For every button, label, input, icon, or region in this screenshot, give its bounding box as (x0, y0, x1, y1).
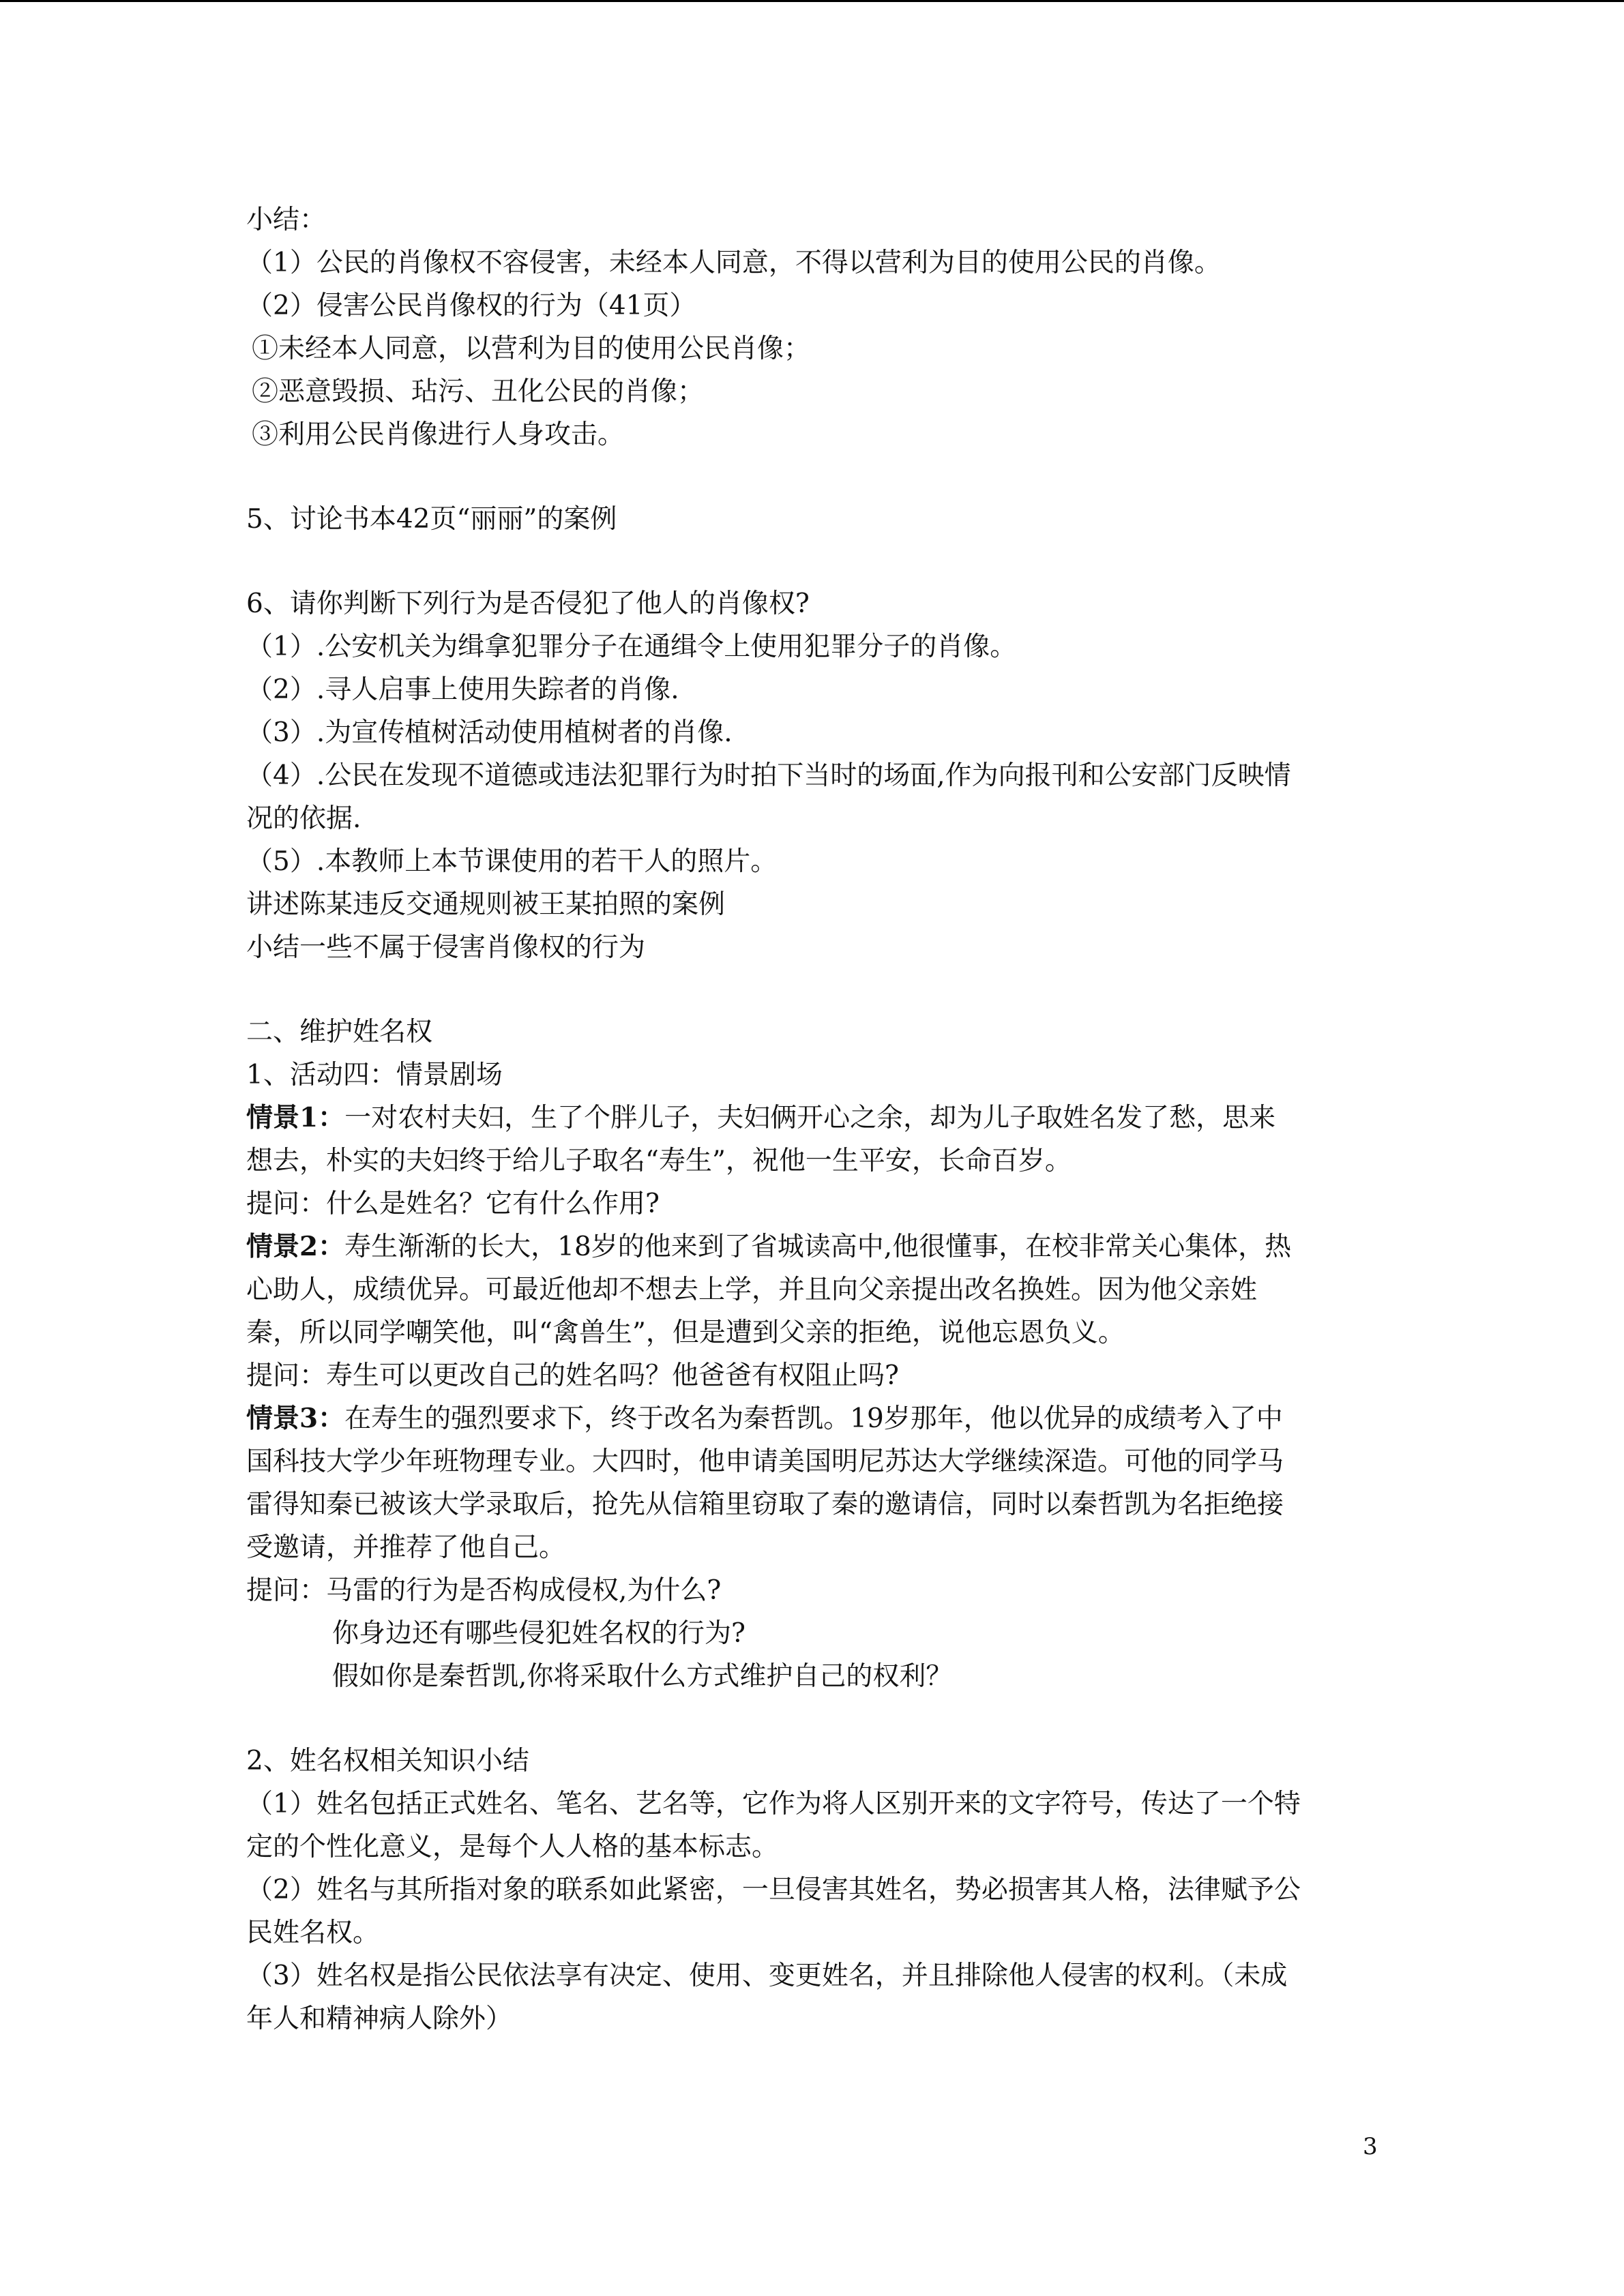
scenario-2-label: 情景2： (246, 1231, 345, 1262)
spacer (246, 969, 1378, 1011)
spacer (246, 456, 1378, 498)
section-2-heading: 二、维护姓名权 (246, 1017, 433, 1047)
top-border-line (0, 0, 1624, 2)
summary2-title: 2、姓名权相关知识小结 (246, 1746, 529, 1776)
summary1-point-1: （1）公民的肖像权不容侵害，未经本人同意，不得以营利为目的使用公民的肖像。 (246, 248, 1221, 278)
item-6-summary: 小结一些不属于侵害肖像权的行为 (246, 932, 646, 963)
item-6-question-1: （1）.公安机关为缉拿犯罪分子在通缉令上使用犯罪分子的肖像。 (246, 631, 1017, 662)
item-6-case: 讲述陈某违反交通规则被王某拍照的案例 (246, 889, 726, 920)
summary1-title: 小结： (246, 205, 327, 235)
scenario-3-text: 在寿生的强烈要求下，终于改名为秦哲凯。19岁那年，他以优异的成绩考入了中 (344, 1403, 1283, 1434)
scenario-2-line-1 (246, 1225, 1378, 1268)
summary2-point-2-line-2: 民姓名权。 (246, 1918, 380, 1948)
scenario-3-line-3: 雷得知秦已被该大学录取后，抢先从信箱里窃取了秦的邀请信，同时以秦哲凯为名拒绝接 (246, 1489, 1284, 1520)
scenario-3-question-2: 你身边还有哪些侵犯姓名权的行为? (332, 1618, 745, 1649)
summary2-point-1-line-2: 定的个性化意义，是每个人人格的基本标志。 (246, 1832, 779, 1862)
summary2-point-3-line-2: 年人和精神病人除外） (246, 2003, 513, 2034)
scenario-1-label: 情景1： (246, 1102, 345, 1133)
scenario-2-question: 提问：寿生可以更改自己的姓名吗？他爸爸有权阻止吗? (246, 1360, 899, 1391)
page-number: 3 (1363, 2133, 1378, 2160)
item-5-discussion: 5、讨论书本42页“丽丽”的案例 (246, 504, 617, 535)
activity-heading: 1、活动四：情景剧场 (246, 1060, 503, 1090)
scenario-3-question-1: 提问：马雷的行为是否构成侵权,为什么? (246, 1575, 722, 1606)
scenario-2-line-2: 心助人，成绩优异。可最近他却不想去上学，并且向父亲提出改名换姓。因为他父亲姓 (246, 1274, 1258, 1305)
summary1-item-3: ③利用公民肖像进行人身攻击。 (252, 419, 625, 450)
scenario-3-label: 情景3： (246, 1403, 345, 1434)
scenario-1-text: 一对农村夫妇，生了个胖儿子，夫妇俩开心之余，却为儿子取姓名发了愁，思来 (344, 1103, 1276, 1133)
item-6-question-4-line-2: 况的依据. (246, 803, 361, 834)
item-6-question-3: （3）.为宣传植树活动使用植树者的肖像. (246, 717, 733, 748)
summary1-item-1: ①未经本人同意，以营利为目的使用公民肖像； (252, 333, 811, 364)
summary1-point-2: （2）侵害公民肖像权的行为（41页） (246, 290, 696, 321)
scenario-1-line-1 (246, 1097, 1378, 1139)
item-6-question-2: （2）.寻人启事上使用失踪者的肖像. (246, 674, 679, 705)
spacer (246, 541, 1378, 582)
scenario-3-line-1 (246, 1397, 1378, 1440)
scenario-3-line-2: 国科技大学少年班物理专业。大四时，他申请美国明尼苏达大学继续深造。可他的同学马 (246, 1446, 1284, 1477)
summary2-point-1-line-1: （1）姓名包括正式姓名、笔名、艺名等，它作为将人区别开来的文字符号，传达了一个特 (246, 1789, 1301, 1819)
summary2-point-2-line-1: （2）姓名与其所指对象的联系如此紧密，一旦侵害其姓名，势必损害其人格，法律赋予公 (246, 1875, 1301, 1905)
item-6-question-5: （5）.本教师上本节课使用的若干人的照片。 (246, 846, 778, 877)
scenario-2-line-3: 秦，所以同学嘲笑他，叫“禽兽生”，但是遭到父亲的拒绝，说他忘恩负义。 (246, 1317, 1125, 1348)
scenario-2-text: 寿生渐渐的长大，18岁的他来到了省城读高中,他很懂事，在校非常关心集体，热 (344, 1232, 1292, 1262)
scenario-3-line-4: 受邀请，并推荐了他自己。 (246, 1532, 566, 1563)
item-6-title: 6、请你判断下列行为是否侵犯了他人的肖像权? (246, 588, 810, 619)
scenario-1-line-2: 想去，朴实的夫妇终于给儿子取名“寿生”，祝他一生平安，长命百岁。 (246, 1146, 1072, 1176)
summary2-point-3-line-1: （3）姓名权是指公民依法享有决定、使用、变更姓名，并且排除他人侵害的权利。（未成 (246, 1960, 1288, 1991)
item-6-question-4-line-1: （4）.公民在发现不道德或违法犯罪行为时拍下当时的场面,作为向报刊和公安部门反映情 (246, 760, 1291, 791)
spacer (246, 1698, 1378, 1740)
scenario-3-question-3: 假如你是秦哲凯,你将采取什么方式维护自己的权利？ (332, 1661, 953, 1692)
page-content (246, 198, 1378, 2040)
scenario-1-question: 提问：什么是姓名？它有什么作用? (246, 1189, 660, 1219)
summary1-item-2: ②恶意毁损、玷污、丑化公民的肖像； (252, 376, 705, 407)
